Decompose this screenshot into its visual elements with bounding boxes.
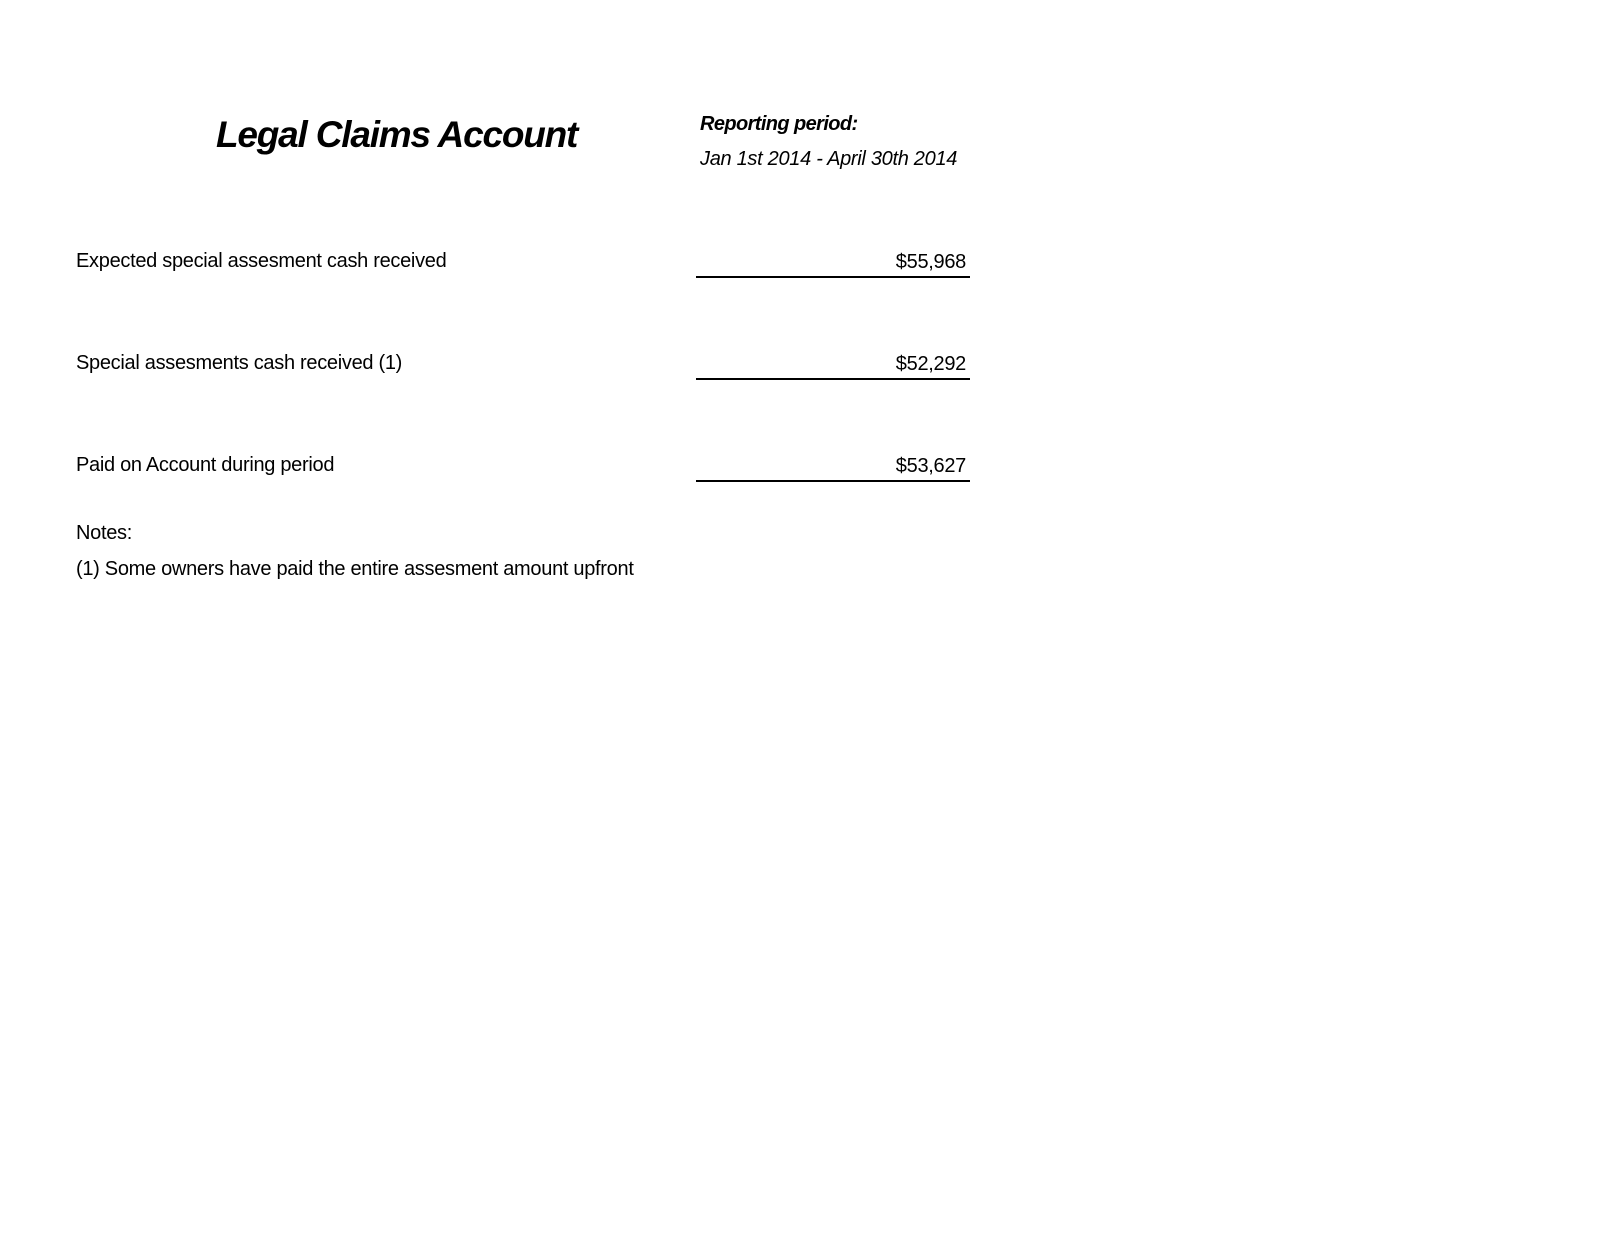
amount-value-expected-assessment: $55,968: [895, 251, 966, 273]
reporting-period-label: Reporting period:: [700, 113, 858, 135]
row-label-assessments-received: Special assesments cash received (1): [76, 352, 403, 374]
notes-heading: Notes:: [76, 522, 133, 544]
amount-cell-assessments-received: [696, 352, 970, 380]
page-title: Legal Claims Account: [216, 114, 578, 155]
row-label-expected-assessment: Expected special assesment cash received: [76, 250, 447, 272]
amount-cell-expected-assessment: [696, 250, 970, 278]
amount-value-assessments-received: $52,292: [895, 353, 966, 375]
amount-value-paid-on-account: $53,627: [895, 455, 966, 477]
amount-cell-paid-on-account: [696, 454, 970, 482]
note-item: (1) Some owners have paid the entire assesment amount upfront: [76, 558, 634, 580]
row-label-paid-on-account: Paid on Account during period: [76, 454, 335, 476]
reporting-period-value: Jan 1st 2014 - April 30th 2014: [700, 148, 958, 170]
